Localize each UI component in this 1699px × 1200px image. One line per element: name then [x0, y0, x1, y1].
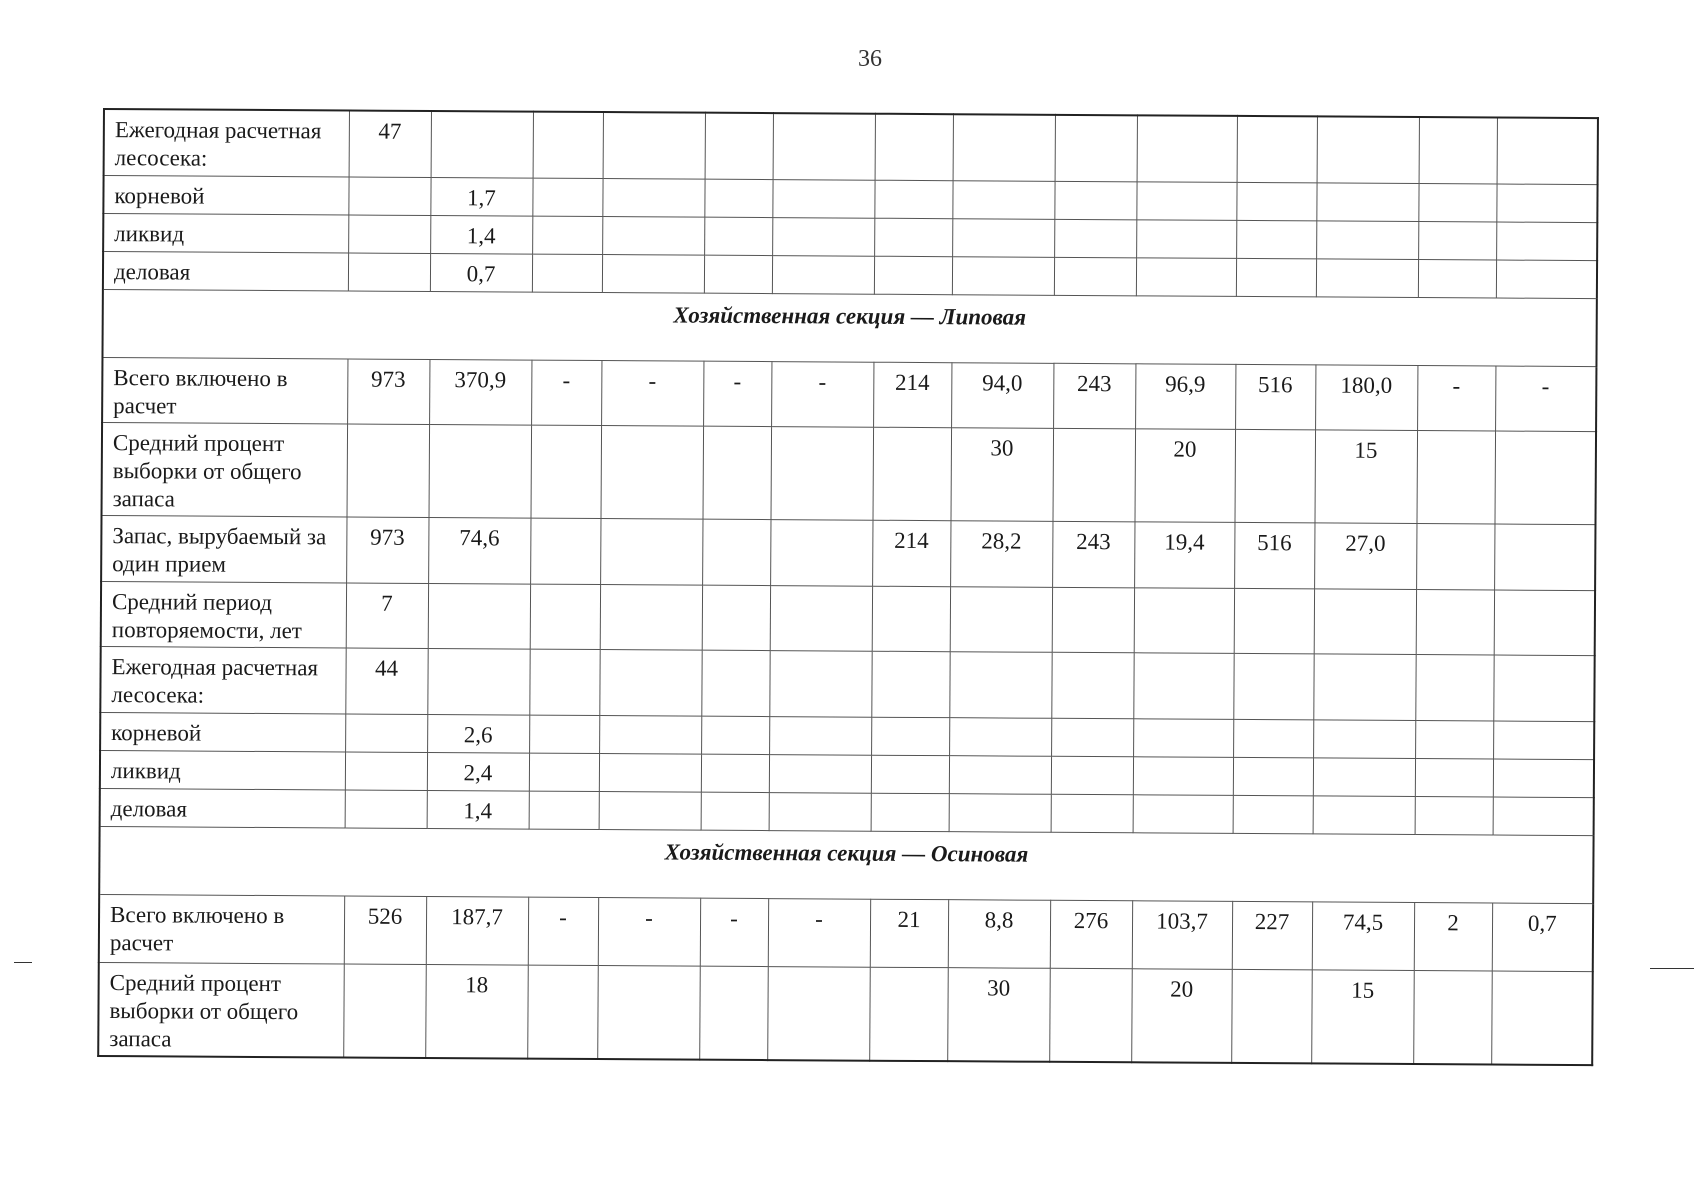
value-cell [602, 216, 704, 255]
value-cell [1316, 182, 1418, 221]
value-cell [1233, 757, 1313, 795]
row-label-cell: Средний процент выборки от общего запаса [102, 422, 348, 516]
value-cell [1313, 653, 1415, 720]
value-cell: - [703, 361, 771, 426]
value-cell [348, 215, 430, 254]
value-cell: - [531, 360, 601, 425]
value-cell [771, 426, 874, 520]
value-cell [1054, 257, 1136, 296]
value-cell: 214 [873, 362, 951, 427]
value-cell [603, 112, 705, 179]
value-cell [1052, 428, 1135, 521]
value-cell: 21 [870, 899, 948, 967]
table-row [102, 357, 1596, 431]
value-cell [1133, 652, 1233, 719]
value-cell [705, 113, 773, 179]
value-cell [1493, 655, 1594, 722]
row-label-cell: Средний период повторяемости, лет [101, 581, 346, 647]
value-cell [1416, 430, 1495, 523]
value-cell [530, 518, 600, 584]
value-cell [767, 966, 870, 1060]
row-label-cell: Запас, вырубаемый за один прием [101, 515, 346, 582]
table-row [98, 962, 1593, 1065]
value-cell [1137, 115, 1237, 182]
value-cell [1496, 260, 1597, 299]
value-cell [1415, 654, 1493, 720]
value-cell: 187,7 [426, 896, 528, 965]
value-cell: - [598, 897, 700, 966]
value-cell [1236, 182, 1316, 220]
value-cell [702, 519, 770, 585]
value-cell: 516 [1234, 522, 1314, 588]
value-cell [1236, 220, 1316, 258]
value-cell: 1,4 [430, 215, 532, 254]
value-cell [1313, 795, 1415, 834]
value-cell [1418, 259, 1496, 297]
value-cell [871, 651, 949, 717]
value-cell: 15 [1314, 429, 1417, 523]
value-cell [1415, 796, 1493, 834]
value-cell [1055, 115, 1137, 181]
value-cell: 74,6 [428, 517, 530, 584]
value-cell [1314, 588, 1416, 654]
value-cell [703, 426, 772, 519]
value-cell [875, 114, 953, 180]
value-cell [949, 755, 1051, 794]
value-cell [772, 217, 874, 256]
value-cell [874, 180, 952, 218]
value-cell [1415, 758, 1493, 796]
value-cell [348, 253, 430, 292]
value-cell [871, 793, 949, 831]
value-cell [772, 255, 874, 294]
value-cell [345, 789, 427, 828]
scan-mark-right [1650, 968, 1694, 969]
value-cell [1317, 116, 1419, 183]
value-cell [769, 650, 871, 717]
value-cell [1136, 219, 1236, 258]
value-cell: 96,9 [1135, 363, 1235, 429]
row-label-cell: деловая [103, 251, 348, 290]
value-cell [1231, 969, 1312, 1063]
value-cell: 15 [1311, 969, 1414, 1063]
value-cell: 30 [950, 427, 1053, 521]
value-cell: 20 [1134, 428, 1235, 522]
table-row [99, 894, 1593, 971]
value-cell [599, 715, 701, 754]
value-cell: 243 [1053, 363, 1135, 428]
value-cell [1054, 219, 1136, 258]
value-cell [1493, 759, 1594, 798]
value-cell [599, 791, 701, 830]
table-body [98, 109, 1598, 1065]
value-cell: 19,4 [1134, 521, 1234, 588]
value-cell [1051, 652, 1133, 718]
row-label-cell: деловая [100, 788, 345, 827]
value-cell [530, 584, 600, 649]
value-cell [343, 963, 426, 1057]
value-cell [1133, 718, 1233, 757]
value-cell: 2,6 [427, 714, 529, 753]
value-cell [952, 256, 1054, 295]
value-cell [1316, 258, 1418, 297]
value-cell [769, 754, 871, 793]
row-label-cell: Ежегодная расчетная лесосека: [104, 109, 349, 176]
value-cell [1051, 718, 1133, 757]
value-cell [527, 965, 598, 1059]
value-cell [431, 111, 533, 178]
value-cell [532, 254, 602, 292]
value-cell: - [1495, 366, 1596, 432]
value-cell [949, 793, 1051, 832]
value-cell [597, 965, 700, 1059]
value-cell [1494, 431, 1596, 525]
value-cell [950, 586, 1052, 652]
value-cell [345, 713, 427, 752]
value-cell [874, 218, 952, 256]
value-cell [1313, 719, 1415, 758]
value-cell: 180,0 [1315, 364, 1417, 430]
value-cell [600, 518, 702, 585]
value-cell [1234, 429, 1315, 522]
value-cell [701, 754, 769, 792]
value-cell [1136, 181, 1236, 220]
value-cell [1133, 756, 1233, 795]
value-cell [872, 427, 951, 520]
value-cell [428, 583, 530, 649]
value-cell: - [700, 898, 768, 966]
value-cell [701, 716, 769, 754]
value-cell [699, 966, 768, 1060]
value-cell [348, 177, 430, 216]
value-cell [701, 792, 769, 830]
value-cell: - [768, 898, 870, 967]
value-cell [871, 717, 949, 755]
value-cell [1416, 589, 1494, 654]
value-cell: 2 [1414, 902, 1492, 970]
row-label-cell: Средний процент выборки от общего запаса [98, 962, 344, 1057]
value-cell: 1,4 [427, 790, 529, 829]
value-cell: 2,4 [427, 752, 529, 791]
value-cell: 370,9 [429, 359, 531, 425]
value-cell [532, 178, 602, 216]
value-cell [1418, 183, 1496, 221]
value-cell [601, 425, 704, 519]
value-cell [773, 113, 875, 180]
value-cell [1233, 719, 1313, 757]
value-cell [1054, 181, 1136, 220]
table-row [101, 581, 1595, 655]
value-cell [1051, 794, 1133, 833]
value-cell [953, 114, 1055, 181]
value-cell [429, 424, 532, 518]
value-cell: 516 [1235, 364, 1315, 429]
section-title: Хозяйственная секция — Липовая [102, 289, 1596, 366]
value-cell [1415, 720, 1493, 758]
value-cell: 28,2 [950, 520, 1052, 587]
value-cell [1316, 220, 1418, 259]
table-row [100, 646, 1594, 721]
value-cell [529, 715, 599, 753]
value-cell [871, 755, 949, 793]
value-cell [1418, 221, 1496, 259]
value-cell [602, 254, 704, 293]
value-cell [1494, 524, 1595, 591]
value-cell: 103,7 [1132, 900, 1232, 969]
value-cell [1493, 721, 1594, 760]
value-cell: 7 [346, 582, 428, 647]
value-cell: - [1417, 365, 1495, 430]
value-cell: 20 [1131, 968, 1232, 1062]
value-cell [1494, 590, 1595, 656]
value-cell [769, 716, 871, 755]
value-cell: 94,0 [951, 362, 1053, 428]
value-cell [1496, 222, 1597, 261]
value-cell [427, 648, 529, 715]
value-cell [702, 585, 770, 650]
table-row [101, 515, 1595, 590]
value-cell: 18 [425, 964, 528, 1058]
value-cell: 47 [349, 111, 431, 177]
value-cell [1237, 116, 1317, 182]
value-cell [1497, 118, 1598, 185]
value-cell [1236, 258, 1316, 296]
value-cell [1233, 653, 1313, 719]
value-cell: 526 [344, 895, 426, 963]
value-cell [1136, 257, 1236, 296]
value-cell: 44 [345, 647, 427, 713]
value-cell [1052, 587, 1134, 652]
value-cell [872, 586, 950, 651]
value-cell [1493, 797, 1594, 836]
value-cell [770, 519, 872, 586]
value-cell: - [771, 361, 873, 427]
value-cell [599, 649, 701, 716]
value-cell: - [601, 360, 703, 426]
value-cell: 973 [346, 516, 428, 582]
value-cell [1413, 970, 1492, 1064]
row-label-cell: Всего включено в расчет [99, 894, 344, 963]
value-cell [345, 751, 427, 790]
section-title: Хозяйственная секция — Осиновая [99, 826, 1593, 903]
value-cell [533, 112, 603, 178]
value-cell [1496, 184, 1597, 223]
value-cell [529, 753, 599, 791]
table-row [104, 109, 1598, 184]
value-cell [1051, 756, 1133, 795]
value-cell [704, 217, 772, 255]
value-cell [600, 584, 702, 650]
value-cell: 276 [1050, 900, 1132, 968]
value-cell [874, 256, 952, 294]
row-label-cell: Всего включено в расчет [102, 357, 347, 423]
value-cell: 243 [1052, 521, 1134, 587]
value-cell: 214 [872, 520, 950, 586]
value-cell [701, 650, 769, 716]
row-label-cell: ликвид [100, 750, 345, 789]
value-cell: 227 [1232, 901, 1312, 969]
value-cell [1491, 970, 1593, 1064]
scan-mark-left [14, 962, 32, 963]
value-cell [347, 423, 430, 516]
value-cell [704, 179, 772, 217]
value-cell [1049, 968, 1132, 1062]
row-label-cell: корневой [100, 712, 345, 751]
value-cell [529, 649, 599, 715]
value-cell: 74,5 [1312, 901, 1414, 970]
value-cell: 0,7 [1492, 903, 1593, 972]
value-cell [952, 218, 1054, 257]
value-cell [952, 180, 1054, 219]
value-cell [869, 967, 948, 1061]
value-cell [949, 651, 1051, 718]
forest-calculation-table [97, 108, 1599, 1066]
value-cell: 27,0 [1314, 522, 1416, 589]
value-cell [529, 791, 599, 829]
section-header-row [99, 826, 1593, 903]
value-cell [770, 585, 872, 651]
value-cell [599, 753, 701, 792]
value-cell [1313, 757, 1415, 796]
value-cell [1234, 588, 1314, 653]
value-cell: 30 [947, 967, 1050, 1061]
row-label-cell: корневой [103, 175, 348, 214]
value-cell: 1,7 [430, 177, 532, 216]
row-label-cell: ликвид [103, 213, 348, 252]
value-cell [1416, 523, 1494, 589]
value-cell [531, 425, 602, 518]
value-cell [1134, 587, 1234, 653]
value-cell: 973 [347, 358, 429, 423]
table-row [102, 422, 1597, 524]
value-cell [1419, 117, 1497, 183]
value-cell [1233, 795, 1313, 833]
row-label-cell: Ежегодная расчетная лесосека: [100, 646, 345, 713]
value-cell: - [528, 897, 598, 965]
value-cell [1133, 794, 1233, 833]
value-cell [602, 178, 704, 217]
value-cell: 0,7 [430, 253, 532, 292]
value-cell [769, 792, 871, 831]
value-cell: 8,8 [948, 899, 1050, 968]
value-cell [532, 216, 602, 254]
value-cell [949, 717, 1051, 756]
value-cell [704, 255, 772, 293]
section-header-row [102, 289, 1596, 366]
value-cell [772, 179, 874, 218]
page-number: 36 [858, 46, 882, 72]
